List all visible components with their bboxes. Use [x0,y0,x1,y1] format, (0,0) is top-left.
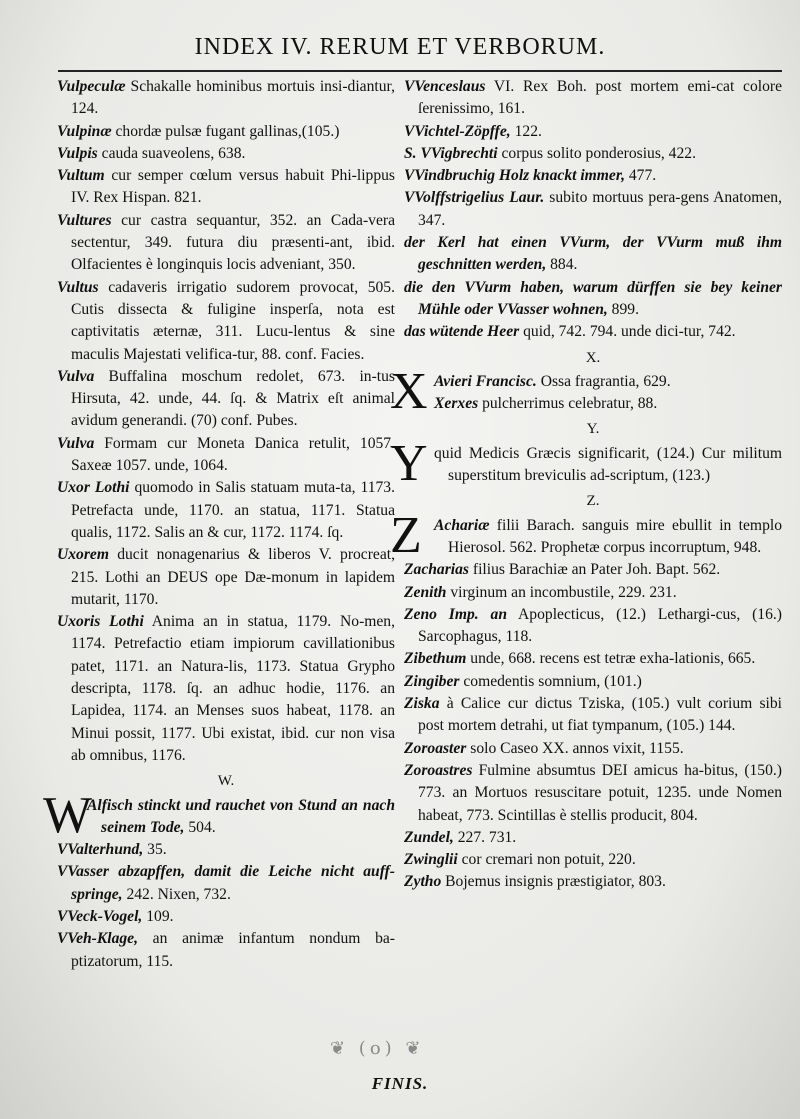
entry-headword: Vulpinæ [57,122,112,140]
w-entries [57,839,395,973]
entry-text: 122. [510,122,542,140]
x-line [434,371,782,393]
index-entry [57,861,395,906]
initial-letter-w: W [43,786,93,844]
index-entry [404,738,782,760]
x-line [434,393,782,415]
entry-headword: VVeck-Vogel, [57,907,143,925]
entry-headword: S. VVigbrechti [404,144,498,162]
entry-headword: Vulva [57,367,95,385]
entry-headword: VVeh-Klage, [57,930,139,948]
entry-headword: der Kerl hat einen VVurm, der VVurm muß ihm geschnitten werden, [404,234,782,274]
entry-text: comedentis somnium, (101.) [459,672,642,690]
index-entry [404,559,782,581]
entry-text: 477. [624,167,657,185]
entry-headword: VVichtel-Zöpffe, [404,122,511,140]
entry-text: pulcherrimus celebratur, 88. [478,395,658,413]
entry-headword: Xerxes [434,395,479,413]
entry-text: unde, 668. recens est tetræ exha-lationis, 665. [466,650,756,668]
entry-text: Apoplecticus, (12.) Lethargi-cus, (16.) Sarcophagus, 118. [418,605,782,646]
index-entry [57,121,395,143]
entry-text: Formam cur Moneta Danica retulit, 1057. Saxeæ 1057. unde, 1064. [71,434,395,475]
entry-text: 884. [546,256,578,274]
initial-letter-x: X [390,362,428,420]
index-entry [404,277,782,322]
initial-letter-y: Y [390,434,428,492]
index-entry [390,506,782,564]
entry-headword: die den VVurm haben, warum dürffen sie bey keiner Mühle oder VVasser wohnen, [404,278,782,318]
entry-text: cauda suaveolens, 638. [97,144,246,162]
entry-headword: Vulpis [57,144,98,162]
entry-headword: Zacharias [404,561,469,579]
entry-text: VI. Rex Boh. post mortem emi-cat colore ſerenissimo, 161. [418,78,782,118]
index-entry [57,928,395,973]
index-entry-y [390,434,782,492]
left-column [43,76,396,973]
entry-text: 504. [184,818,216,836]
entry-headword: Avieri Francisc. [434,372,537,390]
index-entry [404,849,782,871]
index-entry [404,121,782,143]
entry-headword: Zeno Imp. an [404,605,508,623]
index-entry [57,611,395,767]
index-entry [404,671,782,693]
entry-text: 899. [607,300,639,318]
entry-text: an animæ infantum nondum ba-ptizatorum, 115. [71,930,395,970]
index-entry [404,165,782,187]
index-entry-x [390,362,782,420]
finis-label: FINIS. [371,1074,429,1093]
index-entry [57,165,395,210]
header-rule [58,70,782,72]
index-entry [404,871,782,893]
entry-headword: VValterhund, [57,841,144,859]
index-entry [404,76,782,121]
index-entry [57,76,395,121]
section-heading-w: W. [217,773,235,790]
right-entries [404,76,782,344]
entry-text: corpus solito ponderosius, 422. [497,144,696,162]
index-entry [404,693,782,738]
index-entry [404,760,782,827]
entry-text: cor cremari non potuit, 220. [457,851,636,869]
entry-headword: VVenceslaus [404,78,486,95]
entry-text: cur castra sequantur, 352. an Cada-vera sectentur, 349. futura diu præsenti-ant, ibid. Olfacientes è longinquis locis adveniant, 350. [71,211,395,274]
entry-text: quid Medicis Græcis significarit, (124.) Cur militum superstitum breviculis ad-scriptum, (123.) [434,444,782,485]
entry-text: 227. 731. [453,828,517,846]
index-entry [57,143,395,165]
index-entry [404,232,782,277]
entry-headword: Zytho [404,873,442,891]
entry-headword: Zibethum [404,650,467,668]
entry-text: à Calice cur dictus Tziska, (105.) vult corium sibi post mortem detrahi, ut fiat tympanum, (105.) 144. [418,695,782,735]
index-entry [57,477,395,544]
entry-headword: VVindbruchig Holz knackt immer, [404,167,625,185]
entry-text: 35. [143,841,167,859]
right-column [390,76,782,894]
z-entries [404,559,782,893]
index-entry [57,277,395,366]
entry-headword: VVasser abzapffen, damit die Leiche nicht auff-springe, [57,863,395,903]
index-entry [404,648,782,670]
page-header: INDEX IV. RERUM ET VERBORUM. [194,34,606,60]
entry-text: Anima an in statua, 1179. No-men, 1174. Petrefactio etiam impiorum cavillationibus patet, 1171. an Natura-lis, 1173. Statua Grypho descripta, 1178. ſq. an adhuc hodie, 1176. an Lapidea, 1174. an Menses suos habeat, 1178. an Minui possit, 1177. Ubi existat, ibid. cur non visa ab omnibus, 1176. [71,613,396,764]
entry-text: Schakalle hominibus mortuis insi-diantur, 124. [71,78,395,118]
entry-headword: Vulva [57,434,95,452]
entry-text: 109. [142,907,174,925]
entry-text: 242. Nixen, 732. [122,885,231,903]
entry-headword: Zoroaster [404,739,467,757]
entry-headword: VVolffstrigelius Laur. [404,189,545,207]
left-entries [57,76,395,767]
index-entry [57,433,395,478]
index-entry [404,604,782,649]
entry-text: Bojemus insignis præstigiator, 803. [441,873,666,891]
section-heading-y: Y. [586,421,600,438]
entry-text: virginum an incombustile, 229. 231. [446,583,677,601]
entry-headword: Zundel, [404,828,454,846]
entry-text: filii Barach. sanguis mire ebullit in templo Hierosol. 562. Prophetæ corpus incorruptum, 948. [448,516,782,556]
entry-headword: das wütende Heer [404,323,520,341]
index-entry [43,786,395,844]
index-entry [404,143,782,165]
entry-headword: Uxor Lothi [57,479,130,497]
entry-text: filius Barachiæ an Pater Joh. Bapt. 562. [468,561,721,579]
index-entry [57,210,395,277]
entry-headword: Zoroastres [404,761,473,779]
entry-headword: Vultus [57,278,99,296]
entry-headword: Alfisch stinckt und rauchet von Stund an nach seinem Tode, [87,796,395,836]
entry-text: cur semper cœlum versus habuit Phi-lippus IV. Rex Hispan. 821. [71,167,395,207]
entry-headword: Vultum [57,167,105,185]
initial-letter-z: Z [390,506,422,564]
entry-headword: Vultures [57,211,112,229]
section-heading-z: Z. [586,493,600,510]
entry-text: Fulmine absumtus DEI amicus ha-bitus, (150.) 773. an Mortuos resuscitare potuit, 1235. unde Nomen habeat, 773. Scintillas è stellis producit, 804. [418,761,782,824]
entry-headword: Achariæ [434,516,490,534]
index-entry [404,187,782,232]
entry-text: chordæ pulsæ fugant gallinas,(105.) [111,122,340,140]
index-entry [404,827,782,849]
entry-text: Buffalina moschum redolet, 673. in-tus Hirsuta, 42. unde, 44. ſq. & Matrix eſt animal avidum generandi. (70) conf. Pubes. [71,367,395,430]
entry-headword: Ziska [404,695,440,713]
index-entry [404,321,782,343]
index-entry [57,906,395,928]
entry-text: solo Caseo XX. annos vixit, 1155. [466,739,684,757]
entry-headword: Zwinglii [404,851,458,869]
index-entry [57,544,395,611]
entry-text: ducit nonagenarius & liberos V. procreat, 215. Lothi an DEUS ope Dæ-monum in lapidem mutarit, 1170. [71,546,395,608]
entry-headword: Zenith [404,583,447,601]
entry-text: quomodo in Salis statuam muta-ta, 1173. Petrefacta unde, 1170. an statua, 1171. Statua qualis, 1172. Salis an & cur, 1172. 1174. ſq. [71,479,395,541]
index-entry [57,839,395,861]
entry-text: subito mortuus pera-gens Anatomen, 347. [418,189,782,229]
entry-headword: Uxoris Lothi [57,613,144,631]
index-entry [404,582,782,604]
entry-headword: Zingiber [404,672,460,690]
entry-text: cadaveris irrigatio sudorem provocat, 505. Cutis dissecta & fuligine insperſa, nota est captivitatis æternæ, 311. Lucu-lentus & sine maculis Majestati velifica-tur, 88. conf. Facies. [71,278,395,363]
entry-headword: Vulpeculæ [57,78,126,95]
section-heading-x: X. [585,349,601,366]
entry-text: Ossa fragrantia, 629. [536,372,671,390]
tail-ornament: ❦ (o) ❦ [330,1038,425,1059]
entry-headword: Uxorem [57,546,109,564]
entry-text: quid, 742. 794. unde dici-tur, 742. [519,323,736,341]
index-entry [57,366,395,433]
